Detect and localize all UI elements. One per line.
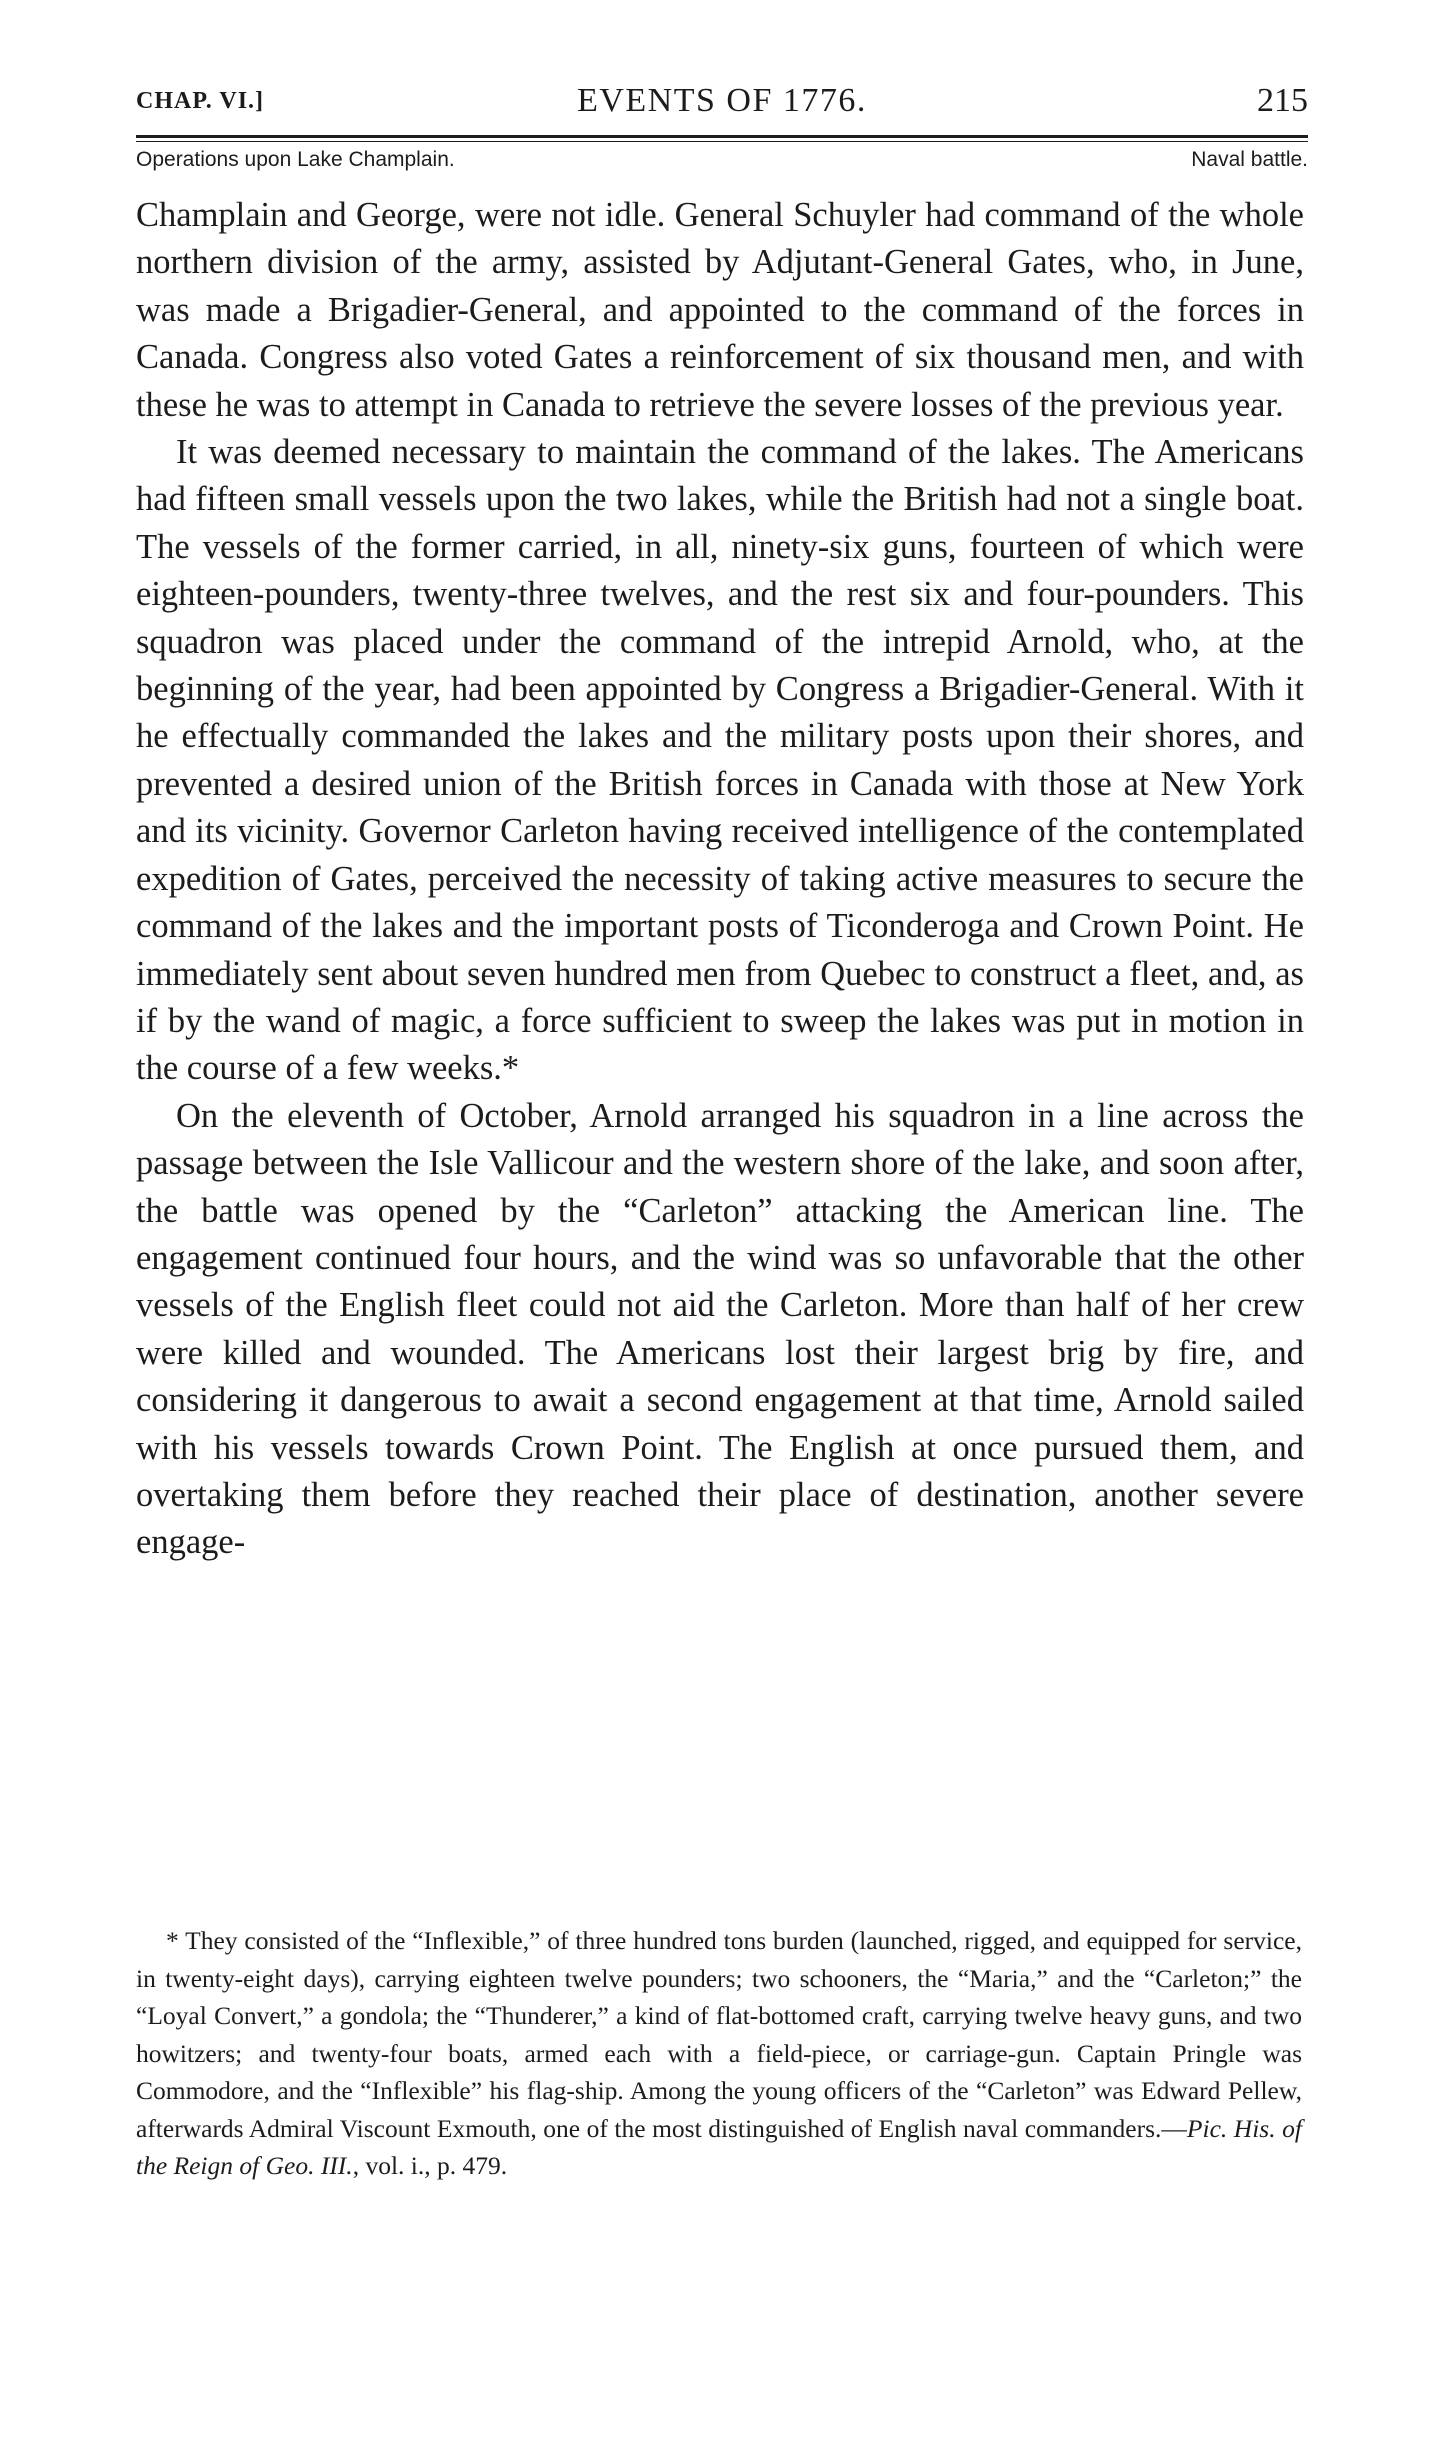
header-rule-thin: [136, 141, 1308, 142]
sidenote-right: Naval battle.: [1191, 148, 1308, 171]
footnote: [136, 1922, 1302, 2185]
sidenote-bar: [136, 144, 1308, 180]
running-head: [136, 82, 1308, 130]
paragraph: Champlain and George, were not idle. General Schuyler had command of the whole northern division of the army, assisted by Adjutant-General Gates, who, in June, was made a Brigadier-General, and appointed to the command of the forces in Canada. Congress also voted Gates a reinforcement of six thousand men, and with these he was to attempt in Canada to retrieve the severe losses of the previous year.: [136, 196, 1304, 424]
sidenote-left: Operations upon Lake Champlain.: [136, 148, 455, 171]
chapter-label: CHAP. VI.]: [136, 88, 265, 114]
page-title: EVENTS OF 1776.: [577, 82, 867, 119]
footnote-citation-tail: , vol. i., p. 479.: [352, 2151, 508, 2180]
footnote-citation: Pic. His. of the Reign of Geo. III.: [136, 2113, 1302, 2180]
header-rule: [136, 135, 1308, 138]
paragraph: On the eleventh of October, Arnold arranged his squadron in a line across the passage between the Isle Vallicour and the western shore of the lake, and soon after, the battle was opened by the “Carleton” attacking the American line. The engagement continued four hours, and the wind was so unfavorable that the other vessels of the English fleet could not aid the Carleton. More than half of her crew were killed and wounded. The Americans lost their largest brig by fire, and considering it dangerous to await a second engagement at that time, Arnold sailed with his vessels towards Crown Point. The English at once pursued them, and overtaking them before they reached their place of destination, another severe engage-: [136, 1096, 1304, 1562]
page-number: 215: [1257, 82, 1308, 119]
body-text: [136, 192, 1304, 1567]
paragraph: It was deemed necessary to maintain the command of the lakes. The Americans had fifteen small vessels upon the two lakes, while the British had not a single boat. The vessels of the former carried, in all, ninety-six guns, fourteen of which were eighteen-pounders, twenty-three twelves, and the rest six and four-pounders. This squadron was placed under the command of the intrepid Arnold, who, at the beginning of the year, had been appointed by Congress a Brigadier-General. With it he effectually commanded the lakes and the military posts upon their shores, and prevented a desired union of the British forces in Canada with those at New York and its vicinity. Governor Carleton having received intelligence of the contemplated expedition of Gates, perceived the necessity of taking active measures to secure the command of the lakes and the important posts of Ticonderoga and Crown Point. He immediately sent about seven hundred men from Quebec to construct a fleet, and, as if by the wand of magic, a force sufficient to sweep the lakes was put in motion in the course of a few weeks.*: [136, 433, 1304, 1088]
footnote-text: * They consisted of the “Inflexible,” of three hundred tons burden (launched, rigged, and equipped for service, in twenty-eight days), carrying eighteen twelve pounders; two schooners, the “Maria,” and the “Carleton;” the “Loyal Convert,” a gondola; the “Thunderer,” a kind of flat-bottomed craft, carrying twelve heavy guns, and two howitzers; and twenty-four boats, armed each with a field-piece, or carriage-gun. Captain Pringle was Commodore, and the “Inflexible” his flag-ship. Among the young officers of the “Carleton” was Edward Pellew, afterwards Admiral Viscount Exmouth, one of the most distinguished of English naval commanders.—: [136, 1926, 1302, 2143]
